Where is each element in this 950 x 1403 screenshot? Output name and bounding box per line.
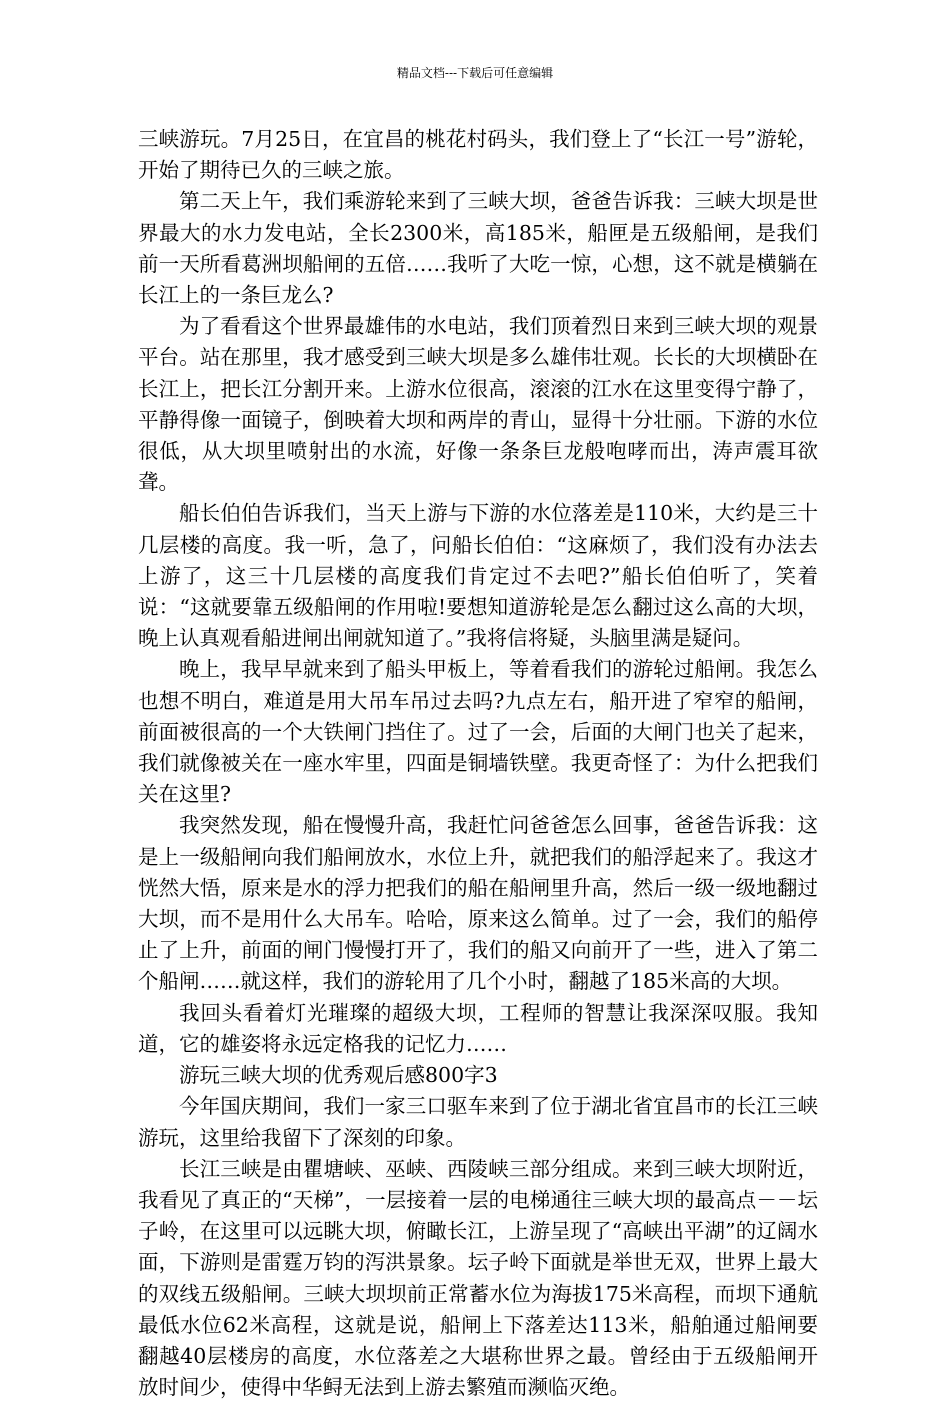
paragraph-9: 长江三峡是由瞿塘峡、巫峡、西陵峡三部分组成。来到三峡大坝附近，我看见了真正的“天梯”，一层接着一层的电梯通往三峡大坝的最高点－－坛子岭，在这里可以远眺大坝，俯瞰长江，上游呈现了“高峡出平湖”的辽阔水面，下游则是雷霆万钧的泻洪景象。坛子岭下面就是举世无双，世界上最大的双线五级船闸。三峡大坝坝前正常蓄水位为海拔175米高程，而坝下通航最低水位62米高程，这就是说，船闸上下落差达113米，船舶通过船闸要翻越40层楼房的高度，水位落差之大堪称世界之最。曾经由于五级船闸开放时间少，使得中华鲟无法到上游去繁殖而濒临灭绝。 [138,1156,818,1400]
paragraph-4: 船长伯伯告诉我们，当天上游与下游的水位落差是110米，大约是三十几层楼的高度。我一听，急了，问船长伯伯：“这麻烦了，我们没有办法去上游了，这三十几层楼的高度我们肯定过不去吧?”船长伯伯听了，笑着说：“这就要靠五级船闸的作用啦!要想知道游轮是怎么翻过这么高的大坝，晚上认真观看船进闸出闸就知道了。”我将信将疑，头脑里满是疑问。 [138,501,818,651]
document-body [138,124,818,1403]
paragraph-2: 第二天上午，我们乘游轮来到了三峡大坝，爸爸告诉我：三峡大坝是世界最大的水力发电站，全长2300米，高185米，船匣是五级船闸，是我们前一天所看葛洲坝船闸的五倍……我听了大吃一惊，心想，这不就是横躺在长江上的一条巨龙么? [138,189,818,308]
page-header: 精品文档---下载后可任意编辑 [396,66,554,80]
paragraph-6: 我突然发现，船在慢慢升高，我赶忙问爸爸怎么回事，爸爸告诉我：这是上一级船闸向我们船闸放水，水位上升，就把我们的船浮起来了。我这才恍然大悟，原来是水的浮力把我们的船在船闸里升高，然后一级一级地翻过大坝，而不是用什么大吊车。哈哈，原来这么简单。过了一会，我们的船停止了上升，前面的闸门慢慢打开了，我们的船又向前开了一些，进入了第二个船闸……就这样，我们的游轮用了几个小时，翻越了185米高的大坝。 [138,813,818,994]
paragraph-5: 晚上，我早早就来到了船头甲板上，等着看我们的游轮过船闸。我怎么也想不明白，难道是用大吊车吊过去吗?九点左右，船开进了窄窄的船闸，前面被很高的一个大铁闸门挡住了。过了一会，后面的大闸门也关了起来，我们就像被关在一座水牢里，四面是铜墙铁壁。我更奇怪了：为什么把我们关在这里? [138,657,818,807]
paragraph-7: 我回头看着灯光璀璨的超级大坝，工程师的智慧让我深深叹服。我知道，它的雄姿将永远定格我的记忆力…… [138,1000,818,1056]
paragraph-8: 今年国庆期间，我们一家三口驱车来到了位于湖北省宜昌市的长江三峡游玩，这里给我留下了深刻的印象。 [138,1094,818,1150]
paragraph-3: 为了看看这个世界最雄伟的水电站，我们顶着烈日来到三峡大坝的观景平台。站在那里，我才感受到三峡大坝是多么雄伟壮观。长长的大坝横卧在长江上，把长江分割开来。上游水位很高，滚滚的江水在这里变得宁静了，平静得像一面镜子，倒映着大坝和两岸的青山，显得十分壮丽。下游的水位很低，从大坝里喷射出的水流，好像一条条巨龙般咆哮而出，涛声震耳欲聋。 [138,314,818,495]
section-title: 游玩三峡大坝的优秀观后感800字3 [179,1063,498,1088]
paragraph-1: 三峡游玩。7月25日，在宜昌的桃花村码头，我们登上了“长江一号”游轮，开始了期待已久的三峡之旅。 [138,127,818,183]
